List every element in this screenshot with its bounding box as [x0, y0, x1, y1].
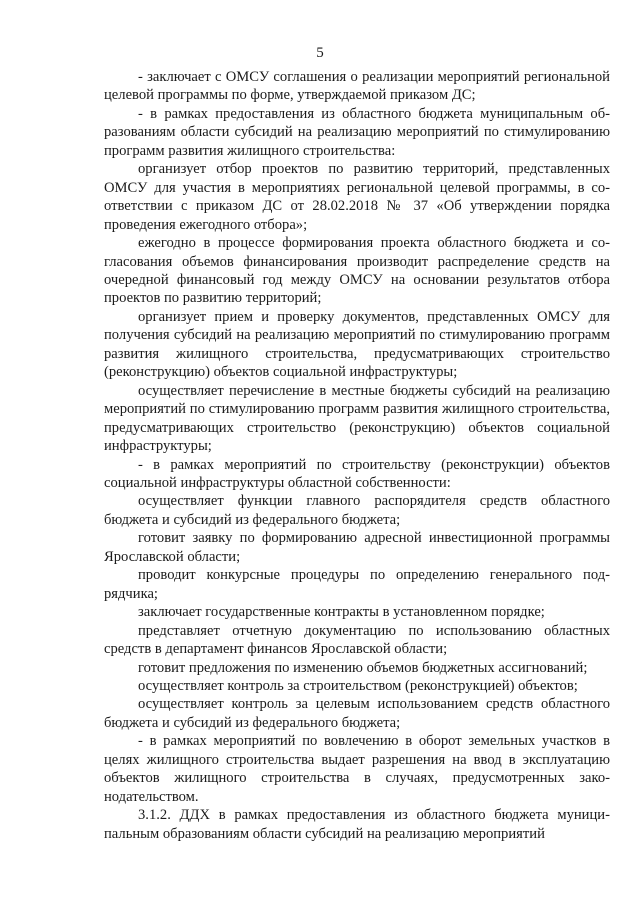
paragraph: осуществляет функции главного распорядителя средств областного бюджета и субсидий из федерального бюджета;: [104, 493, 610, 528]
document-body: [104, 68, 610, 843]
paragraph: - в рамках предоставления из областного бюджета муниципальным образованиям области субсидий на реализацию мероприятий по стимулированию программ развития жилищного строительства:: [104, 105, 610, 159]
paragraph: проводит конкурсные процедуры по определению генерального подрядчика;: [104, 567, 610, 602]
paragraph: готовит заявку по формированию адресной инвестиционной программы Ярославской области;: [104, 530, 610, 565]
paragraph: заключает государственные контракты в установленном порядке;: [138, 604, 545, 621]
paragraph: - в рамках мероприятий по вовлечению в оборот земельных участков в целях жилищного строительства выдает разрешения на ввод в эксплуатацию объектов жилищного строительства в случаях, предусмотренных законодательством.: [104, 733, 610, 805]
paragraph: осуществляет контроль за строительством (реконструкцией) объектов;: [138, 677, 578, 694]
paragraph: - заключает с ОМСУ соглашения о реализации мероприятий региональной целевой программы по форме, утверждаемой приказом ДС;: [104, 69, 610, 104]
paragraph: осуществляет контроль за целевым использованием средств областного бюджета и субсидий из федерального бюджета;: [104, 696, 610, 731]
paragraph: организует прием и проверку документов, представленных ОМСУ для получения субсидий на реализацию мероприятий по стимулированию программ развития жилищного строительства, предусматривающих строительство (реконструкцию) объектов социальной инфраструктуры;: [104, 308, 610, 381]
paragraph: ежегодно в процессе формирования проекта областного бюджета и согласования объемов финансирования производит распределение средств на очередной финансовый год между ОМСУ на основании результатов отбора проектов по развитию территорий;: [104, 235, 610, 307]
paragraph: осуществляет перечисление в местные бюджеты субсидий на реализацию мероприятий по стимулированию программ развития жилищного строительства, предусматривающих строительство (реконструкцию) объектов социальной инфраструктуры;: [104, 382, 610, 455]
page-number: 5: [316, 45, 324, 61]
paragraph: готовит предложения по изменению объемов бюджетных ассигнований;: [138, 659, 588, 676]
paragraph: организует отбор проектов по развитию территорий, представленных ОМСУ для участия в мероприятиях региональной целевой программы, в соответствии с приказом ДС от 28.02.2018 № 37 «Об утверждении порядка проведения ежегодного отбора»;: [104, 161, 610, 233]
paragraph: 3.1.2. ДДХ в рамках предоставления из областного бюджета муниципальным образованиям области субсидий на реализацию мероприятий: [104, 807, 610, 842]
paragraph: - в рамках мероприятий по строительству (реконструкции) объектов социальной инфраструктуры областной собственности:: [104, 456, 610, 491]
paragraph: представляет отчетную документацию по использованию областных средств в департамент финансов Ярославской области;: [104, 622, 610, 658]
